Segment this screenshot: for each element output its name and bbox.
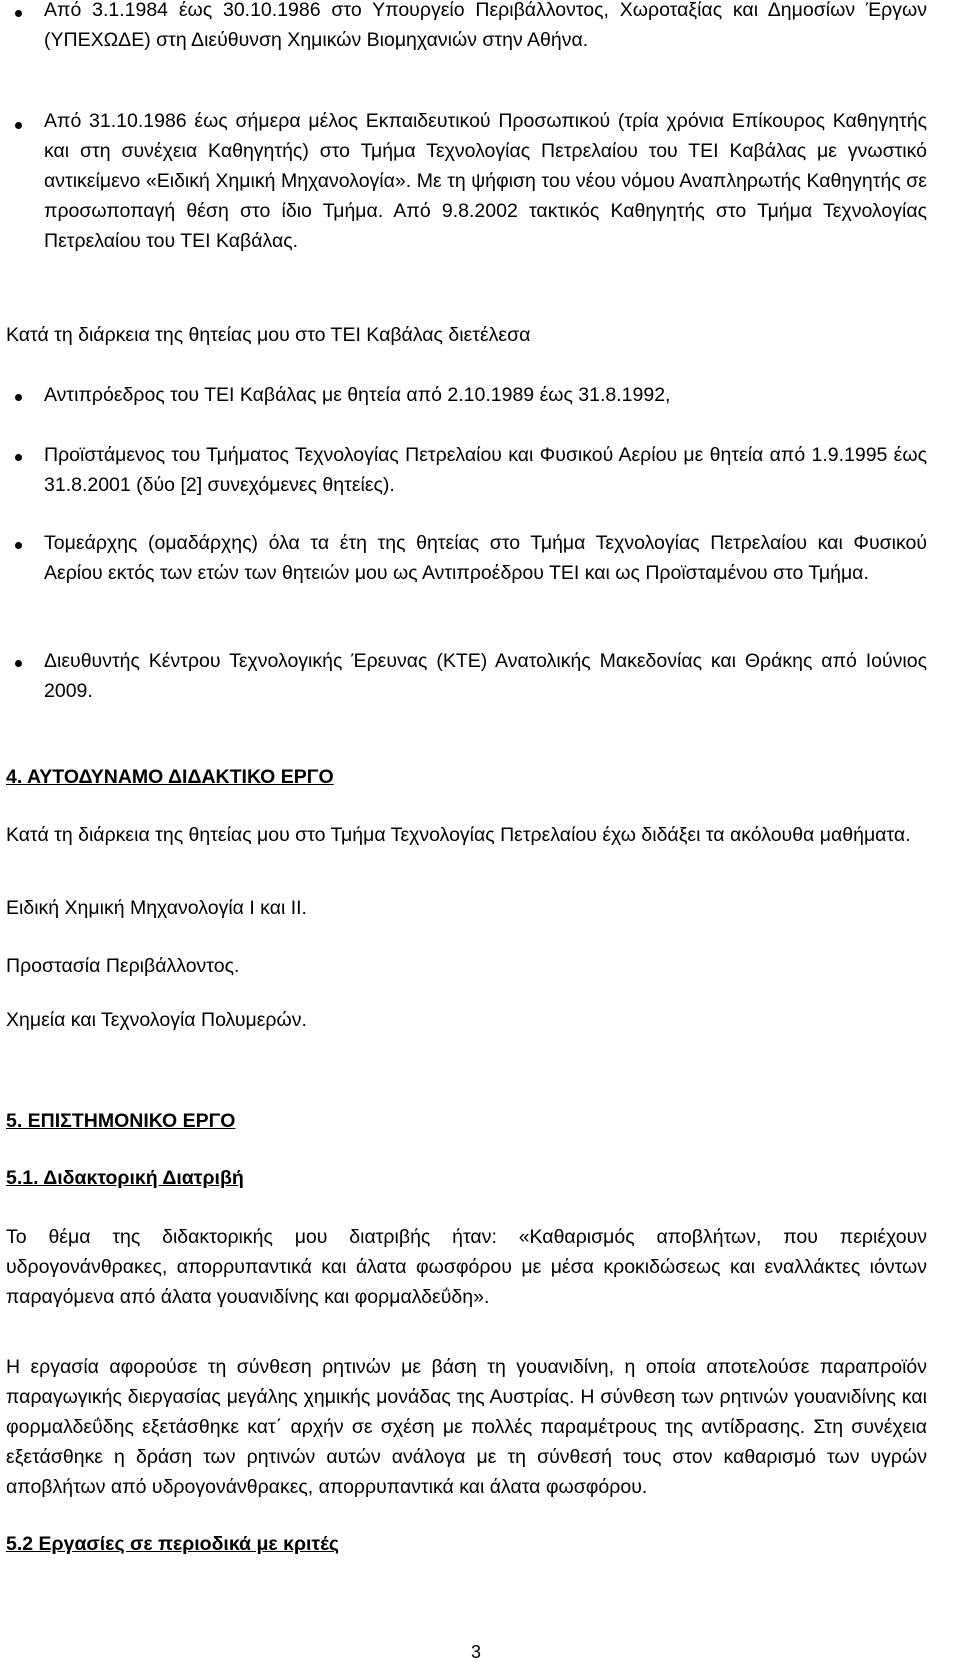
section-4-title: ΑΥΤΟΔΥΝΑΜΟ ΔΙΔΑΚΤΙΚΟ ΕΡΓΟ bbox=[26, 766, 334, 788]
bullet-icon bbox=[15, 660, 22, 667]
course-item: Ειδική Χημική Μηχανολογία Ι και ΙΙ. bbox=[6, 897, 307, 919]
course-item: Προστασία Περιβάλλοντος. bbox=[6, 955, 240, 977]
duties-intro: Κατά τη διάρκεια της θητείας μου στο ΤΕΙ Καβάλας διετέλεσα bbox=[6, 324, 531, 346]
section-4-number: 4. bbox=[6, 766, 23, 788]
bullet-icon bbox=[15, 454, 22, 461]
section-4-heading bbox=[6, 762, 334, 792]
bullet-text: Τομεάρχης (ομαδάρχης) όλα τα έτη της θητείας στο Τμήμα Τεχνολογίας Πετρελαίου και Φυσικού Αερίου εκτός των ετών των θητειών μου ως Αντιπροέδρου ΤΕΙ και ως Προϊσταμένου στο Τμήμα. bbox=[44, 532, 927, 584]
bullet-icon bbox=[15, 122, 22, 129]
bullet-text: Από 31.10.1986 έως σήμερα μέλος Εκπαιδευτικού Προσωπικού (τρία χρόνια Επίκουρος Καθηγητής και στη συνέχεια Καθηγητής) στο Τμήμα Τεχνολογίας Πετρελαίου του ΤΕΙ Καβάλας με γνωστικό αντικείμενο «Ειδική Χημική Μηχανολογία». Με τη ψήφιση του νέου νόμου Αναπληρωτής Καθηγητής σε προσωποπαγή θέση στο ίδιο Τμήμα. Από 9.8.2002 τακτικός Καθηγητής στο Τμήμα Τεχνολογίας Πετρελαίου του ΤΕΙ Καβάλας. bbox=[44, 110, 927, 252]
page-number: 3 bbox=[471, 1642, 482, 1662]
bullet-icon bbox=[15, 10, 22, 17]
course-item: Χημεία και Τεχνολογία Πολυμερών. bbox=[6, 1009, 307, 1031]
thesis-paragraph-2: Η εργασία αφορούσε τη σύνθεση ρητινών με βάση τη γουανιδίνη, η οποία αποτελούσε παραπροϊόν παραγωγικής διεργασίας μεγάλης χημικής μονάδας της Αυστρίας. Η σύνθεση των ρητινών γουανιδίνης και φορμαλδεΰδης εξετάσθηκε κατ΄ αρχήν σε σχέση με πολλές παραμέτρους της αντίδρασης. Στη συνέχεια εξετάσθηκε η δράση των ρητινών αυτών ανάλογα με τη σύνθεσή τους στον καθαρισμό των υγρών αποβλήτων από υδρογονάνθρακες, απορρυπαντικά και άλατα φωσφόρου. bbox=[6, 1356, 927, 1498]
section-4-intro: Κατά τη διάρκεια της θητείας μου στο Τμήμα Τεχνολογίας Πετρελαίου έχω διδάξει τα ακόλουθα μαθήματα. bbox=[6, 824, 911, 846]
bullet-text: Αντιπρόεδρος του ΤΕΙ Καβάλας με θητεία από 2.10.1989 έως 31.8.1992, bbox=[44, 384, 671, 406]
section-5-heading: 5. ΕΠΙΣΤΗΜΟΝΙΚΟ ΕΡΓΟ bbox=[6, 1110, 236, 1132]
thesis-paragraph-1: Το θέμα της διδακτορικής μου διατριβής ήταν: «Καθαρισμός αποβλήτων, που περιέχουν υδρογονάνθρακες, απορρυπαντικά και άλατα φωσφόρου με μέσα κροκιδώσεως και εναλλάκτες ιόντων παραγόμενα από άλατα γουανιδίνης και φορμαλδεΰδη». bbox=[6, 1226, 927, 1308]
bullet-text: Προϊστάμενος του Τμήματος Τεχνολογίας Πετρελαίου και Φυσικού Αερίου με θητεία από 1.9.1995 έως 31.8.2001 (δύο [2] συνεχόμενες θητείες). bbox=[44, 444, 927, 496]
bullet-icon bbox=[15, 542, 22, 549]
bullet-text: Από 3.1.1984 έως 30.10.1986 στο Υπουργείο Περιβάλλοντος, Χωροταξίας και Δημοσίων Έργων (ΥΠΕΧΩΔΕ) στη Διεύθυνση Χημικών Βιομηχανιών στην Αθήνα. bbox=[44, 0, 927, 51]
bullet-icon bbox=[15, 394, 22, 401]
bullet-text: Διευθυντής Κέντρου Τεχνολογικής Έρευνας (ΚΤΕ) Ανατολικής Μακεδονίας και Θράκης από Ιούνιος 2009. bbox=[44, 650, 927, 702]
section-5-1-heading: 5.1. Διδακτορική Διατριβή bbox=[6, 1167, 244, 1189]
section-5-2-heading: 5.2 Εργασίες σε περιοδικά με κριτές bbox=[6, 1533, 340, 1555]
